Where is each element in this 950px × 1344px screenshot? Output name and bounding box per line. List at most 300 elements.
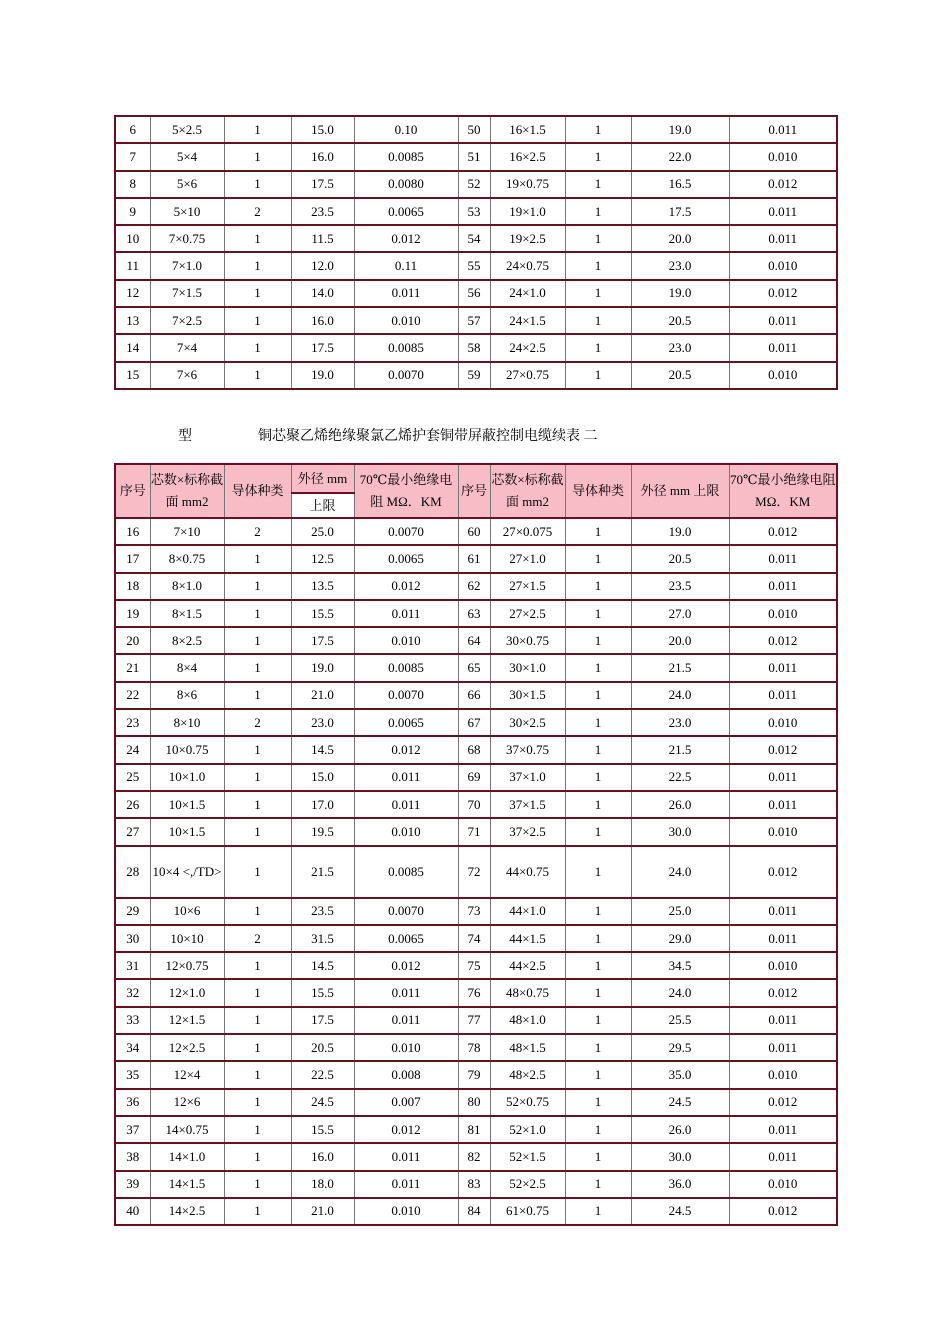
table-cell: 0.011 [354, 600, 458, 627]
table-cell: 75 [458, 952, 490, 979]
header-resistance-2: 70℃最小绝缘电阻 MΩ．KM [729, 464, 837, 518]
table-cell: 67 [458, 709, 490, 736]
table-cell: 0.0085 [354, 654, 458, 681]
table-cell: 1 [565, 979, 631, 1006]
table-cell: 1 [224, 1198, 291, 1225]
table-cell: 24.5 [291, 1089, 354, 1116]
table-cell: 23.0 [631, 252, 729, 279]
table-cell: 19.0 [631, 518, 729, 545]
table-cell: 27×0.075 [490, 518, 565, 545]
table-cell: 8×6 [150, 682, 224, 709]
table-cell: 23.0 [631, 334, 729, 361]
table-cell: 30×1.0 [490, 654, 565, 681]
cable-spec-table-part1 [114, 115, 838, 390]
table-cell: 22.0 [631, 143, 729, 170]
table-cell: 37×1.5 [490, 791, 565, 818]
table-row [115, 898, 837, 925]
table-cell: 1 [224, 307, 291, 334]
table-cell: 60 [458, 518, 490, 545]
table-cell: 21.0 [291, 682, 354, 709]
table-cell: 0.010 [354, 627, 458, 654]
table-cell: 8×1.0 [150, 573, 224, 600]
table-cell: 37 [115, 1116, 150, 1143]
table-cell: 83 [458, 1171, 490, 1198]
table-cell: 0.10 [354, 116, 458, 143]
table-cell: 21 [115, 654, 150, 681]
header-cores-2: 芯数×标称截面 mm2 [490, 464, 565, 518]
table-cell: 0.012 [354, 952, 458, 979]
table-cell: 1 [565, 171, 631, 198]
table-cell: 0.008 [354, 1061, 458, 1088]
table-cell: 11.5 [291, 225, 354, 252]
table-cell: 23.5 [291, 898, 354, 925]
table-cell: 24×2.5 [490, 334, 565, 361]
table-row [115, 1089, 837, 1116]
table-cell: 5×2.5 [150, 116, 224, 143]
table-cell: 1 [565, 925, 631, 952]
table-cell: 0.010 [729, 1171, 837, 1198]
table-cell: 21.5 [631, 654, 729, 681]
table-cell: 1 [224, 252, 291, 279]
table-cell: 0.011 [354, 1143, 458, 1170]
table-cell: 1 [565, 1116, 631, 1143]
table-cell: 12 [115, 280, 150, 307]
table-cell: 10×1.5 [150, 791, 224, 818]
table-cell: 37×2.5 [490, 818, 565, 845]
table-cell: 5×10 [150, 198, 224, 225]
table-cell: 30×2.5 [490, 709, 565, 736]
table-row [115, 143, 837, 170]
table-cell: 44×2.5 [490, 952, 565, 979]
table-cell: 0.0065 [354, 709, 458, 736]
table-cell: 10×4 <,/TD> [150, 846, 224, 898]
table-cell: 0.011 [729, 307, 837, 334]
table-cell: 0.011 [729, 1007, 837, 1034]
table-row [115, 736, 837, 763]
table-cell: 1 [565, 1007, 631, 1034]
table-cell: 29.5 [631, 1034, 729, 1061]
table-cell: 48×0.75 [490, 979, 565, 1006]
table-cell: 58 [458, 334, 490, 361]
table-cell: 26 [115, 791, 150, 818]
table-cell: 0.11 [354, 252, 458, 279]
table-cell: 35.0 [631, 1061, 729, 1088]
table-row [115, 627, 837, 654]
table-cell: 84 [458, 1198, 490, 1225]
table-row [115, 252, 837, 279]
table-cell: 0.012 [354, 1116, 458, 1143]
table-cell: 2 [224, 709, 291, 736]
table-cell: 7 [115, 143, 150, 170]
table-cell: 34.5 [631, 952, 729, 979]
table-cell: 12×4 [150, 1061, 224, 1088]
table-cell: 23.0 [631, 709, 729, 736]
table-cell: 78 [458, 1034, 490, 1061]
table-cell: 40 [115, 1198, 150, 1225]
table-cell: 0.010 [729, 600, 837, 627]
table-cell: 1 [565, 280, 631, 307]
table-row [115, 600, 837, 627]
header-od: 外径 mm [291, 464, 354, 493]
table-cell: 0.011 [729, 334, 837, 361]
table-row [115, 307, 837, 334]
table-row [115, 1034, 837, 1061]
table-cell: 1 [565, 334, 631, 361]
table-cell: 37×0.75 [490, 736, 565, 763]
table-cell: 61 [458, 545, 490, 572]
table-cell: 1 [224, 736, 291, 763]
table-cell: 30 [115, 925, 150, 952]
table-cell: 1 [224, 791, 291, 818]
table-cell: 23.0 [291, 709, 354, 736]
table-cell: 1 [224, 1034, 291, 1061]
table-cell: 2 [224, 925, 291, 952]
table-cell: 15.0 [291, 764, 354, 791]
table-cell: 1 [565, 627, 631, 654]
table-cell: 27.0 [631, 600, 729, 627]
table-cell: 37×1.0 [490, 764, 565, 791]
table-row [115, 1116, 837, 1143]
table-cell: 16 [115, 518, 150, 545]
table-cell: 1 [565, 545, 631, 572]
table-row [115, 362, 837, 389]
table-cell: 0.011 [354, 764, 458, 791]
header-seq: 序号 [115, 464, 150, 518]
table-cell: 52×2.5 [490, 1171, 565, 1198]
table-row [115, 952, 837, 979]
table-cell: 10×10 [150, 925, 224, 952]
table-cell: 0.012 [729, 736, 837, 763]
table-cell: 68 [458, 736, 490, 763]
table-cell: 52×1.0 [490, 1116, 565, 1143]
table-cell: 19.0 [631, 116, 729, 143]
table-cell: 1 [224, 1143, 291, 1170]
table-cell: 53 [458, 198, 490, 225]
table-cell: 8×0.75 [150, 545, 224, 572]
table-cell: 7×10 [150, 518, 224, 545]
table-cell: 24×0.75 [490, 252, 565, 279]
table-cell: 17.5 [291, 171, 354, 198]
table-cell: 1 [565, 952, 631, 979]
table-cell: 24×1.0 [490, 280, 565, 307]
table-cell: 1 [224, 280, 291, 307]
table-cell: 36.0 [631, 1171, 729, 1198]
table-cell: 0.012 [354, 225, 458, 252]
table-cell: 1 [565, 1171, 631, 1198]
table-cell: 1 [224, 627, 291, 654]
table-row [115, 682, 837, 709]
table-cell: 7×6 [150, 362, 224, 389]
table-cell: 19.0 [631, 280, 729, 307]
header-od-2: 外径 mm 上限 [631, 464, 729, 518]
table-cell: 20.5 [631, 545, 729, 572]
table-cell: 0.0085 [354, 334, 458, 361]
table-cell: 59 [458, 362, 490, 389]
table-cell: 21.5 [291, 846, 354, 898]
table-row [115, 334, 837, 361]
table-cell: 19.0 [291, 362, 354, 389]
table-cell: 0.011 [729, 545, 837, 572]
table-cell: 1 [224, 979, 291, 1006]
table-cell: 0.010 [729, 143, 837, 170]
table-cell: 31.5 [291, 925, 354, 952]
table-cell: 1 [224, 362, 291, 389]
table-title: 铜芯聚乙烯绝缘聚氯乙烯护套铜带屏蔽控制电缆续表 二 [258, 429, 598, 444]
table-cell: 26.0 [631, 791, 729, 818]
table-cell: 66 [458, 682, 490, 709]
table-cell: 1 [224, 573, 291, 600]
table-cell: 20.5 [291, 1034, 354, 1061]
table-cell: 1 [565, 573, 631, 600]
table-cell: 1 [224, 952, 291, 979]
table-cell: 0.012 [354, 736, 458, 763]
table-cell: 27×2.5 [490, 600, 565, 627]
table-cell: 24.0 [631, 682, 729, 709]
table-cell: 35 [115, 1061, 150, 1088]
table-cell: 79 [458, 1061, 490, 1088]
table-row [115, 198, 837, 225]
table-cell: 10×1.5 [150, 818, 224, 845]
table-cell: 1 [565, 736, 631, 763]
header-resistance: 70℃最小绝缘电阻 MΩ．KM [354, 464, 458, 518]
table-row [115, 654, 837, 681]
table-cell: 1 [565, 846, 631, 898]
table-cell: 0.010 [729, 709, 837, 736]
table-cell: 12.0 [291, 252, 354, 279]
table-cell: 22 [115, 682, 150, 709]
header-cores: 芯数×标称截面 mm2 [150, 464, 224, 518]
table-cell: 8×10 [150, 709, 224, 736]
table-cell: 44×0.75 [490, 846, 565, 898]
table-cell: 0.011 [729, 1034, 837, 1061]
table-row [115, 1061, 837, 1088]
table-cell: 1 [224, 116, 291, 143]
table-cell: 17.5 [631, 198, 729, 225]
table-cell: 7×1.0 [150, 252, 224, 279]
table-cell: 1 [224, 818, 291, 845]
table-cell: 23.5 [291, 198, 354, 225]
table-cell: 1 [565, 764, 631, 791]
table-cell: 13.5 [291, 573, 354, 600]
table-cell: 10×6 [150, 898, 224, 925]
table-cell: 20.0 [631, 225, 729, 252]
table-cell: 0.012 [729, 846, 837, 898]
table-cell: 30×1.5 [490, 682, 565, 709]
table-cell: 32 [115, 979, 150, 1006]
table-cell: 8 [115, 171, 150, 198]
table-cell: 8×1.5 [150, 600, 224, 627]
table-cell: 2 [224, 518, 291, 545]
table-cell: 1 [565, 600, 631, 627]
table-cell: 0.012 [729, 1198, 837, 1225]
table-cell: 25.0 [291, 518, 354, 545]
table-cell: 71 [458, 818, 490, 845]
table-cell: 0.011 [729, 573, 837, 600]
table-cell: 24.5 [631, 1089, 729, 1116]
table-cell: 0.0085 [354, 143, 458, 170]
table-cell: 14×2.5 [150, 1198, 224, 1225]
table-cell: 20.5 [631, 307, 729, 334]
table-cell: 74 [458, 925, 490, 952]
table-cell: 30.0 [631, 1143, 729, 1170]
table-cell: 0.012 [729, 627, 837, 654]
table-row [115, 116, 837, 143]
table-cell: 0.010 [354, 818, 458, 845]
table-cell: 0.0070 [354, 682, 458, 709]
table-cell: 20.0 [631, 627, 729, 654]
table-cell: 76 [458, 979, 490, 1006]
table-cell: 1 [565, 791, 631, 818]
table-row [115, 1171, 837, 1198]
table-cell: 0.0070 [354, 898, 458, 925]
table-cell: 0.010 [729, 818, 837, 845]
table-cell: 62 [458, 573, 490, 600]
table-cell: 1 [565, 682, 631, 709]
table-cell: 51 [458, 143, 490, 170]
table-cell: 17.5 [291, 334, 354, 361]
header-od-upper-limit: 上限 [291, 493, 354, 518]
table-cell: 1 [565, 898, 631, 925]
table-cell: 16×1.5 [490, 116, 565, 143]
table-cell: 1 [565, 143, 631, 170]
table-row [115, 791, 837, 818]
table-cell: 0.010 [729, 1061, 837, 1088]
table-cell: 50 [458, 116, 490, 143]
table-row [115, 818, 837, 845]
table-row [115, 545, 837, 572]
table-cell: 0.011 [354, 1007, 458, 1034]
table-cell: 48×1.5 [490, 1034, 565, 1061]
table-cell: 77 [458, 1007, 490, 1034]
table-cell: 0.011 [729, 682, 837, 709]
table-cell: 0.011 [729, 764, 837, 791]
table-cell: 0.012 [729, 518, 837, 545]
table-cell: 44×1.0 [490, 898, 565, 925]
table-cell: 16.5 [631, 171, 729, 198]
table-row [115, 225, 837, 252]
table-cell: 0.011 [729, 654, 837, 681]
table-cell: 0.0065 [354, 545, 458, 572]
table-cell: 1 [565, 818, 631, 845]
table-cell: 12×1.0 [150, 979, 224, 1006]
table-cell: 0.010 [729, 252, 837, 279]
table-cell: 0.010 [354, 1034, 458, 1061]
table-cell: 1 [565, 252, 631, 279]
table-cell: 23 [115, 709, 150, 736]
table-cell: 30×0.75 [490, 627, 565, 654]
table-cell: 1 [224, 600, 291, 627]
table-row [115, 925, 837, 952]
table-cell: 1 [565, 1034, 631, 1061]
header-conductor-2: 导体种类 [565, 464, 631, 518]
table-cell: 5×6 [150, 171, 224, 198]
table-cell: 12×1.5 [150, 1007, 224, 1034]
table-cell: 1 [565, 1089, 631, 1116]
table-cell: 21.5 [631, 736, 729, 763]
table-cell: 0.010 [354, 1198, 458, 1225]
table-cell: 1 [224, 1007, 291, 1034]
table-cell: 80 [458, 1089, 490, 1116]
table-cell: 12×2.5 [150, 1034, 224, 1061]
table-cell: 1 [224, 143, 291, 170]
table-cell: 1 [565, 654, 631, 681]
table-cell: 0.012 [729, 171, 837, 198]
cable-spec-table-part2 [114, 463, 838, 1226]
table-cell: 0.011 [729, 225, 837, 252]
table-cell: 1 [565, 307, 631, 334]
table-cell: 44×1.5 [490, 925, 565, 952]
table-cell: 64 [458, 627, 490, 654]
table-cell: 23.5 [631, 573, 729, 600]
table-row [115, 1143, 837, 1170]
table-cell: 34 [115, 1034, 150, 1061]
table-cell: 18.0 [291, 1171, 354, 1198]
table-cell: 38 [115, 1143, 150, 1170]
table-cell: 1 [565, 116, 631, 143]
table-cell: 33 [115, 1007, 150, 1034]
table-cell: 1 [224, 225, 291, 252]
table-cell: 1 [224, 846, 291, 898]
table-cell: 17.0 [291, 791, 354, 818]
table-cell: 17.5 [291, 627, 354, 654]
table-cell: 82 [458, 1143, 490, 1170]
table-cell: 12.5 [291, 545, 354, 572]
table-cell: 16.0 [291, 1143, 354, 1170]
table-cell: 19.0 [291, 654, 354, 681]
table-cell: 10 [115, 225, 150, 252]
table-cell: 19×1.0 [490, 198, 565, 225]
table-cell: 54 [458, 225, 490, 252]
table-cell: 36 [115, 1089, 150, 1116]
table-row [115, 518, 837, 545]
table-cell: 0.011 [354, 979, 458, 1006]
table-cell: 1 [224, 654, 291, 681]
table-cell: 12×6 [150, 1089, 224, 1116]
table-cell: 63 [458, 600, 490, 627]
table-cell: 14×1.0 [150, 1143, 224, 1170]
table-cell: 7×4 [150, 334, 224, 361]
table-cell: 15.5 [291, 1116, 354, 1143]
table-cell: 81 [458, 1116, 490, 1143]
table-cell: 14×1.5 [150, 1171, 224, 1198]
table-cell: 0.011 [729, 898, 837, 925]
table-cell: 22.5 [631, 764, 729, 791]
table-cell: 0.011 [729, 198, 837, 225]
table-cell: 28 [115, 846, 150, 898]
table-cell: 1 [224, 1116, 291, 1143]
table-cell: 70 [458, 791, 490, 818]
table-cell: 14.5 [291, 736, 354, 763]
table-cell: 0.0070 [354, 518, 458, 545]
table-cell: 29 [115, 898, 150, 925]
table-cell: 16.0 [291, 143, 354, 170]
table-row [115, 1198, 837, 1225]
table-cell: 0.011 [354, 280, 458, 307]
table-cell: 25.0 [631, 898, 729, 925]
table-cell: 13 [115, 307, 150, 334]
table-cell: 1 [224, 334, 291, 361]
table-cell: 0.0065 [354, 198, 458, 225]
table-cell: 0.010 [729, 952, 837, 979]
table-row [115, 171, 837, 198]
table-cell: 0.0065 [354, 925, 458, 952]
table-cell: 52×1.5 [490, 1143, 565, 1170]
table-cell: 0.0085 [354, 846, 458, 898]
table-cell: 6 [115, 116, 150, 143]
table-cell: 0.012 [729, 1089, 837, 1116]
table-cell: 1 [224, 1171, 291, 1198]
table-cell: 15.5 [291, 979, 354, 1006]
